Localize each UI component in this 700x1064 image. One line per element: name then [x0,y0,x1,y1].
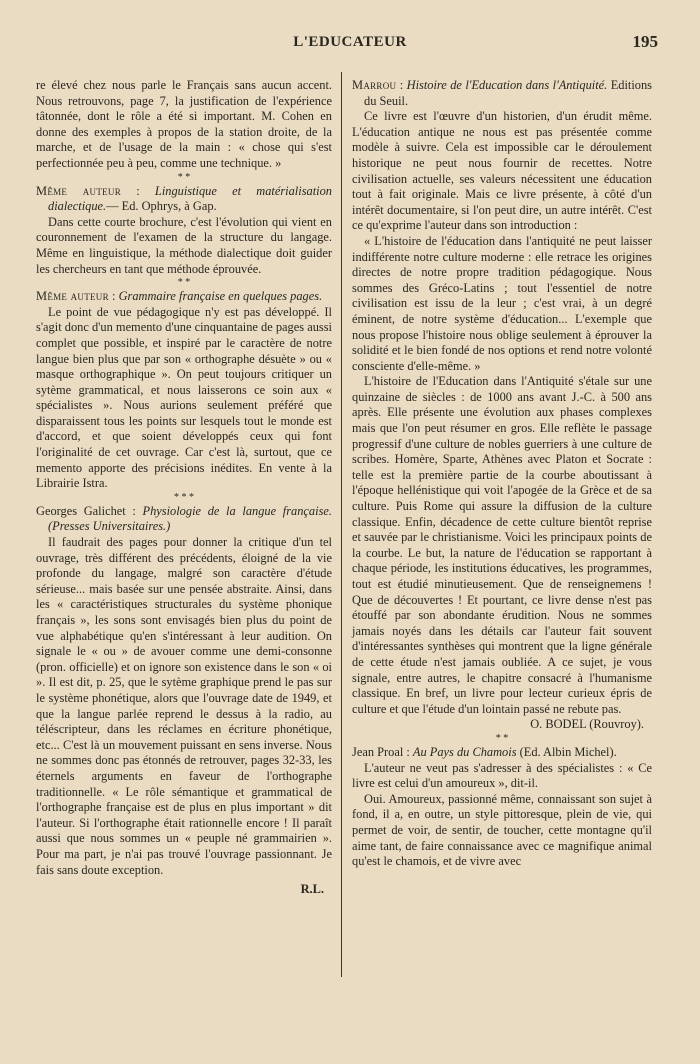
review-signature: R.L. [300,882,324,897]
section-separator: * * [177,171,191,183]
page-header [36,30,664,60]
right-column [352,78,652,870]
section-separator: * * [177,277,191,289]
review-title: Physiologie de la langue française. [142,503,332,518]
review-publisher: Editions du Seuil. [364,78,652,108]
review-title: Linguistique et matérialisation dialectique. [48,183,332,214]
review-title: Histoire de l'Education dans l'Antiquité. [406,78,608,92]
review-author: Même auteur [36,289,109,304]
section-separator: * * * [174,491,194,503]
section-separator: * * [495,732,509,744]
review-publisher: — Ed. Ophrys, à Gap. [106,199,217,214]
review-title: Au Pays du Chamois [412,744,517,759]
review-body: Il faudrait des pages pour donner la critique d'un tel ouvrage, très différent des précédents, éloigné de la vie profonde du langage, malgré son caractère d'étude sérieuse... mais basée sur une pensée abstraite. Ainsi, dans les « caractéristiques structurales du système phonique français », les sons sont envisagés bien plus du point de vue alphabétique qu'en s'intéressant à leur audition. On signale le « ou » de avouer comme une demi-consonne (pron. officielle) et on ignore son existence dans le son « oi ». Il est dit, p. 25, que le sytème graphique prend le pas sur le système phonétique, alors que l'ouvrage date de 1949, et que la langue parlée reprend le dessus à la radio, au téléscripteur, dans les réclames en écriture phonétique, etc... C'est là un mouvement puissant en sens inverse. Nous ne sommes donc pas étonnés de retrouver, pages 32-33, les éternels arguments en faveur de l'orthographe traditionnelle. « Le rôle sémantique et grammatical de l'orthographe française est de plus en plus important » dit l'auteur. Si l'orthographe était rationnelle encore ! Il paraît aussi que nous sommes un « peuple né grammairien ». Pour ma part, je n'ai pas trouvé l'ouvrage passionnant. Je fais sans doute exception. [36,535,332,877]
review-heading: Même auteur : Linguistique et matérialisation dialectique.— Ed. Ophrys, à Gap. [36,183,332,214]
review-publisher: (Presses Universitaires.) [48,519,171,534]
review-author: Georges Galichet [36,503,126,518]
review-heading: Même auteur : Grammaire française en quelques pages. [36,289,323,304]
left-column [36,78,332,898]
review-body: Ce livre est l'œuvre d'un historien, d'un érudit même. L'éducation antique ne nous est pas présentée comme modèle à suivre. Cela est impossible car le déroulement historique ne peut nous fournir de recettes. Notre civilisation actuelle, ses valeurs nécessitent une éducation tout à fait originale. Mais ce livre présente, à côté d'un intérêt documentaire, si l'on peut dire, un autre intérêt. C'est ce qu'exprime l'auteur dans son introduction : [352,109,652,233]
review-heading: Marrou : Histoire de l'Education dans l'Antiquité. Editions du Seuil. [352,78,652,108]
page-number: 195 [632,32,658,51]
review-title: Grammaire française en quelques pages. [118,289,323,304]
review-author: Jean Proal [352,744,404,759]
review-body: Dans cette courte brochure, c'est l'évolution qui vient en couronnement de l'examen de la structure du langage. Même en linguistique, la méthode dialectique doit guider les chercheurs en tant que méthode éprouvée. [36,214,332,276]
review-signature: O. BODEL (Rouvroy). [530,717,644,732]
review-body: Oui. Amoureux, passionné même, connaissant son sujet à fond, il a, en outre, un style pittoresque, plein de vie, qui permet de voir, de sentir, de toucher, cette montagne qu'il aime tant, de faire connaissance avec ce magnifique animal qu'est le chamois, et de vivre avec [352,791,652,869]
review-heading: Jean Proal : Au Pays du Chamois (Ed. Albin Michel). [352,744,617,759]
review-body: Le point de vue pédagogique n'y est pas développé. Il s'agit donc d'un memento d'une cinquantaine de pages aussi complet que possible, et inspiré par le caractère de notre langue bien plus que par son « orthographe désuète » ou « masque orthographique ». On peut toujours critiquer un sytème grammatical, et nous laisserons ce soin aux « spécialistes ». Nous aurions seulement préféré que disparaissent tous les points sur lesquels tout le monde est d'accord, et que soient développés ceux qui font l'originalité de cet ouvrage. Car c'est là, surtout, que ce memento apporte des précisions inédites. En vente à la Librairie Istra. [36,304,332,491]
review-publisher: (Ed. Albin Michel). [519,744,617,759]
review-quote: « L'histoire de l'éducation dans l'antiquité ne peut laisser indifférente notre culture moderne : elle retrace les origines directes de notre propre tradition pédagogique. Nous sommes des Gréco-Latins ; tout l'essentiel de notre civilisation est issu de la leur ; c'est vrai, à un degré éminent, de notre système d'éducation... L'exemple que nous propose l'histoire nous oblige seulement à éprouver la solidité et le bien fondé de nos options et rend notre volonté consciente d'elle-même. » [352,233,652,373]
review-author: Même auteur [36,183,122,198]
review-continuation: re élevé chez nous parle le Français sans aucun accent. Nous retrouvons, page 7, la justification de l'expérience tâtonnée, dont le rôle a été si important. M. Cohen en donne des exemples à propos de la station droite, de la marche, et de l'usage de la main : « chose qui s'est perfectionnée peu à peu, comme une technique. » [36,78,332,170]
column-divider [341,72,342,977]
review-heading: Georges Galichet : Physiologie de la langue française. (Presses Universitaires.) [36,503,332,534]
review-body: L'histoire de l'Education dans l'Antiquité s'étale sur une quinzaine de siècles : de 1000 ans avant J.-C. à 500 ans après. Elle présente une évolution aux phases complexes mais que l'on peut résumer en gros. Elle reflète le passage progressif d'une culture de nobles guerriers à une culture de scribes. Homère, Sparte, Athènes avec Platon et Socrate : telle est la première partie de la courbe aboutissant à l'époque hellénistique qui voit l'apogée de la Grèce et de sa culture. Puis Rome qui assure la diffusion de la culture classique. Enfin, décadence de cette culture bientôt reprise et sauvée par le christianisme. Voici les principaux points de la courbe. Le but, la nature de l'éducation se rapportant à chaque période, les institutions éducatives, les programmes, tout est étudié minutieusement. Que de renseignemens ! Que de découvertes ! Et pourtant, ce livre dense n'est pas étouffé par son abondante érudition. Nous ne sommes jamais noyés dans les détails car l'auteur fait souvent d'intéressantes synthèses qui montrent que la ligne générale de cette étude n'est jamais oubliée. A ce sujet, je vous signale, entre autres, le chapitre consacré à l'humanisme classique. En bref, un livre pour lecteur curieux épris de culture et que l'étude d'un lointain passé ne rebute pas. [352,374,652,716]
journal-title: L'EDUCATEUR [293,34,407,50]
review-body: L'auteur ne veut pas s'adresser à des spécialistes : « Ce livre est celui d'un amoureux », dit-il. [352,760,652,791]
review-author: Marrou [352,78,397,92]
